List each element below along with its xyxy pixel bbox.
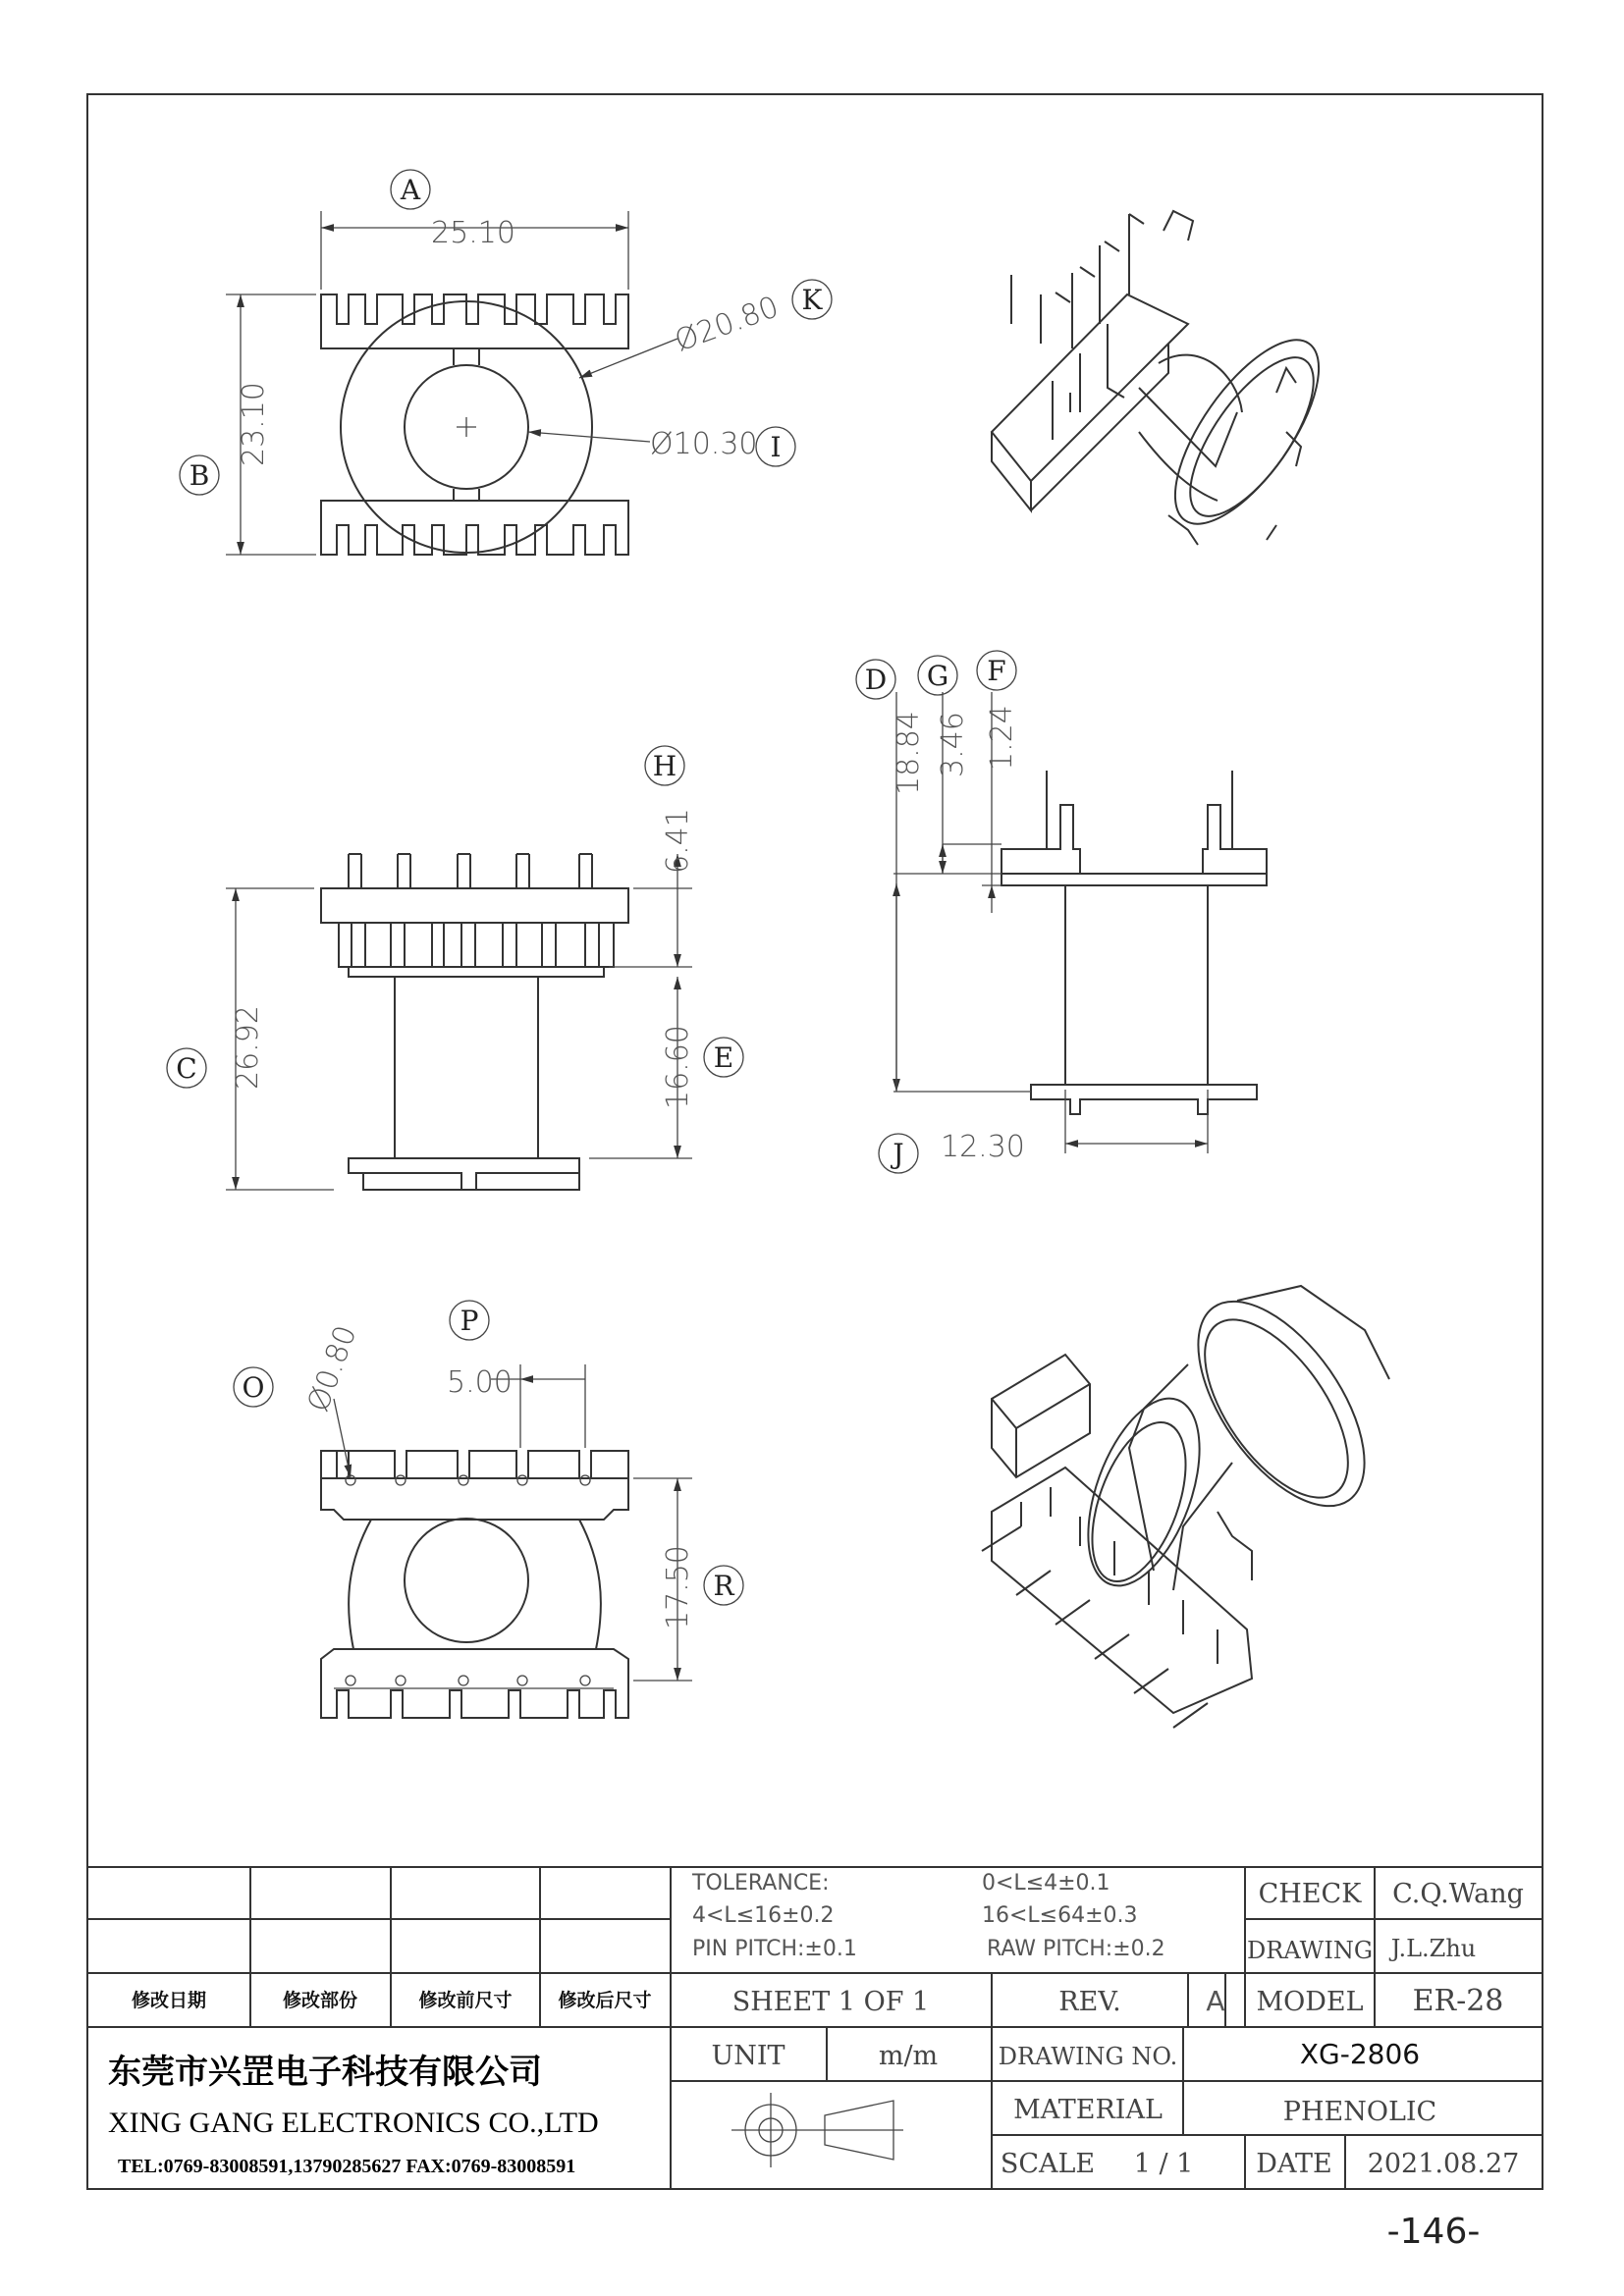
dim-r-value: 17.50	[661, 1545, 695, 1629]
company-contact: TEL:0769-83008591,13790285627 FAX:0769-83008591	[118, 2156, 576, 2177]
bottom-view	[321, 1364, 692, 1718]
label-f: F	[987, 655, 1006, 687]
sheet-info: SHEET 1 OF 1	[731, 1987, 930, 2017]
dim-e-value: 16.60	[661, 1025, 695, 1109]
isometric-view-bottom	[982, 1273, 1397, 1728]
tolerance-range-2: 4<L≤16±0.2	[692, 1903, 835, 1928]
raw-pitch: RAW PITCH:±0.2	[987, 1937, 1165, 1961]
dim-c-value: 26.92	[231, 1005, 265, 1090]
dim-a-value: 25.10	[431, 216, 515, 250]
material-label: MATERIAL	[1013, 2095, 1163, 2125]
rev-header-part: 修改部份	[282, 1990, 358, 2011]
drawing-label: DRAWING	[1247, 1937, 1373, 1964]
drawing-value: J.L.Zhu	[1390, 1935, 1477, 1962]
isometric-view-top	[992, 211, 1345, 546]
label-h: H	[652, 750, 677, 782]
dim-d-value: 18.84	[892, 711, 926, 795]
label-e: E	[713, 1041, 734, 1074]
tolerance-range-3: 16<L≤64±0.3	[982, 1903, 1138, 1928]
label-c: C	[176, 1052, 197, 1085]
date-value: 2021.08.27	[1367, 2149, 1520, 2179]
rev-value: A	[1206, 1985, 1225, 2017]
label-g: G	[926, 660, 949, 692]
dim-f-value: 1.24	[985, 705, 1019, 771]
unit-label: UNIT	[711, 2041, 785, 2071]
label-k: K	[801, 284, 823, 316]
scale-value: 1 / 1	[1133, 2149, 1194, 2179]
dim-p-value: 5.00	[447, 1365, 513, 1400]
dim-j-value: 12.30	[941, 1130, 1025, 1164]
dim-k-value: Ø20.80	[670, 290, 784, 359]
label-o: O	[242, 1371, 265, 1404]
company-name-en: XING GANG ELECTRONICS CO.,LTD	[108, 2107, 599, 2139]
unit-value: m/m	[878, 2041, 939, 2071]
check-value: C.Q.Wang	[1392, 1879, 1524, 1909]
dim-o-value: Ø0.80	[300, 1320, 364, 1416]
dim-i-value: Ø10.30	[650, 427, 758, 461]
check-label: CHECK	[1258, 1879, 1362, 1909]
page-number: -146-	[1386, 2212, 1481, 2252]
label-r: R	[713, 1570, 734, 1602]
model-label: MODEL	[1256, 1987, 1364, 2017]
dim-h-value: 6.41	[661, 808, 695, 874]
pin-pitch: PIN PITCH:±0.1	[692, 1937, 857, 1961]
tolerance-title: TOLERANCE:	[692, 1871, 830, 1896]
label-j: J	[893, 1138, 904, 1170]
model-value: ER-28	[1412, 1984, 1504, 2018]
front-view	[226, 854, 692, 1190]
label-p: P	[460, 1305, 479, 1337]
label-d: D	[864, 664, 888, 696]
rev-header-after: 修改后尺寸	[558, 1990, 652, 2011]
label-a: A	[400, 174, 421, 206]
drawing-no-label: DRAWING NO.	[998, 2043, 1178, 2070]
rev-header-date: 修改日期	[131, 1990, 207, 2011]
rev-label: REV.	[1058, 1987, 1121, 2017]
tolerance-range-1: 0<L≤4±0.1	[982, 1871, 1110, 1896]
top-view	[226, 211, 677, 555]
dim-b-value: 23.10	[237, 382, 271, 466]
rev-header-before: 修改前尺寸	[418, 1990, 513, 2011]
dim-g-value: 3.46	[936, 712, 970, 777]
label-b: B	[189, 459, 210, 492]
material-value: PHENOLIC	[1282, 2097, 1437, 2127]
drawing-no-value: XG-2806	[1299, 2038, 1421, 2070]
scale-label: SCALE	[1000, 2149, 1096, 2179]
date-label: DATE	[1256, 2149, 1332, 2179]
label-i: I	[770, 431, 782, 463]
company-name-cn: 东莞市兴罡电子科技有限公司	[108, 2053, 542, 2092]
